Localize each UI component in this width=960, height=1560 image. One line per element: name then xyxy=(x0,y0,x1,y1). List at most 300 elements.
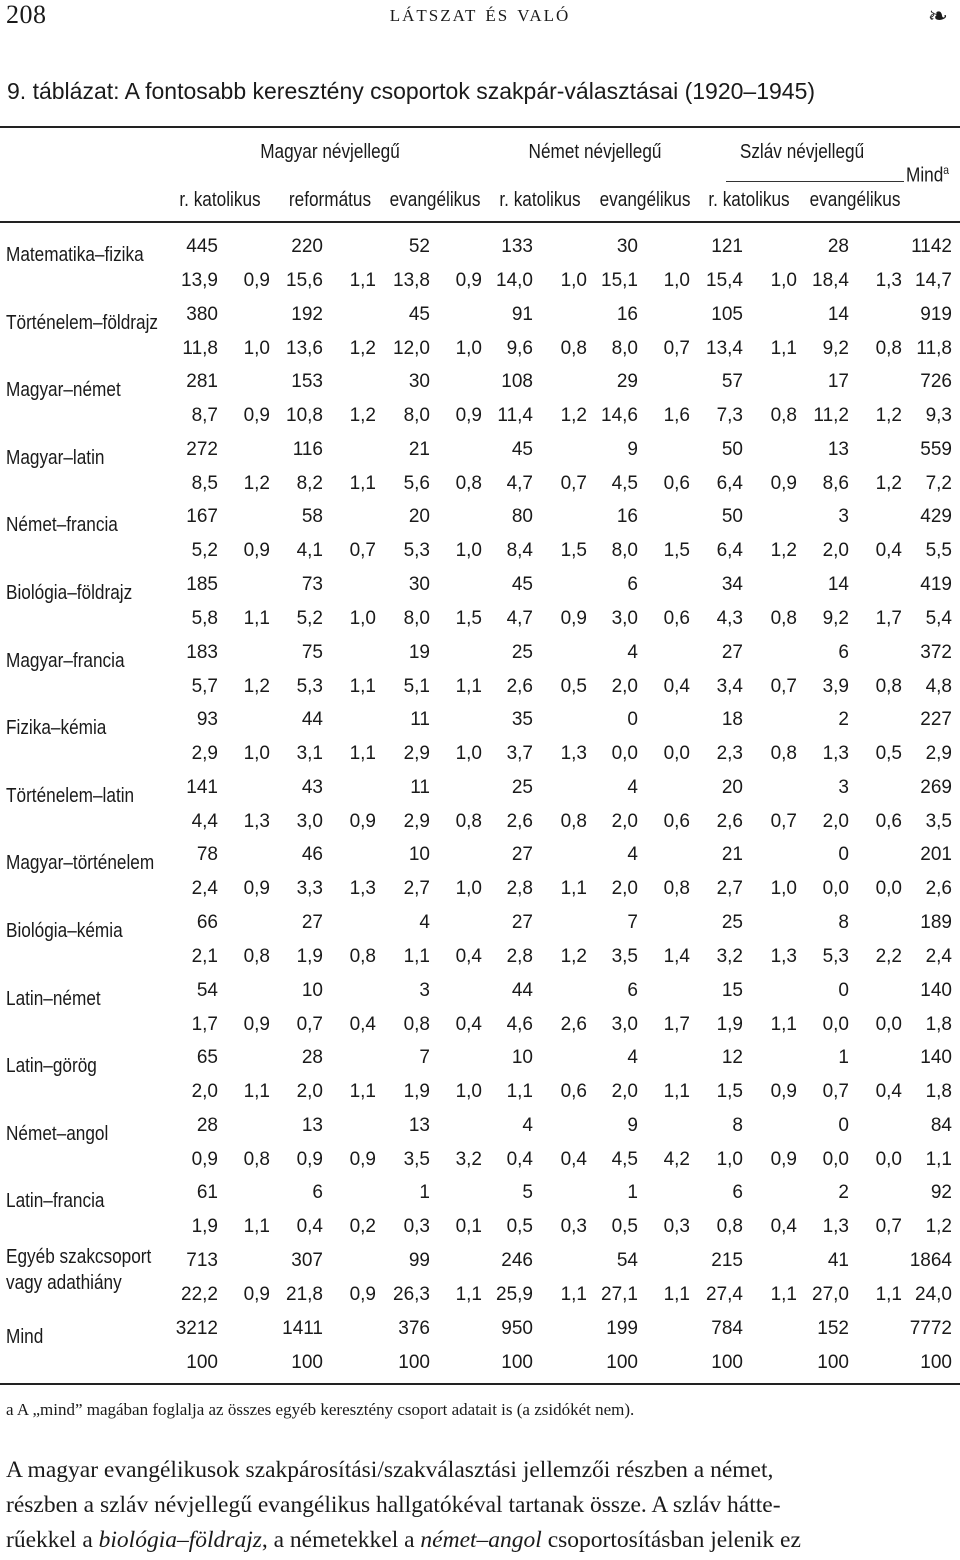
count-cell: 4 xyxy=(522,1114,533,1136)
percent-cell: 5,6 xyxy=(403,472,430,494)
percent-cell: 0,9 xyxy=(455,405,482,427)
count-cell: 246 xyxy=(501,1250,533,1271)
count-cell: 9 xyxy=(627,438,638,460)
count-cell: 919 xyxy=(920,303,952,325)
count-cell: 726 xyxy=(920,371,952,393)
percent-cell: 4,2 xyxy=(663,1148,690,1170)
percent-cell: 1,2 xyxy=(770,540,797,562)
body-text-run: csoportosításban jelenik ez xyxy=(541,1527,801,1553)
percent-cell: 1,1 xyxy=(663,1081,690,1103)
percent-cell: 3,5 xyxy=(925,810,952,832)
percent-cell: 1,5 xyxy=(560,540,587,562)
percent-cell: 13,4 xyxy=(706,337,743,359)
count-cell: 91 xyxy=(511,303,533,325)
percent-cell: 25,9 xyxy=(496,1284,533,1305)
percent-cell: 8,4 xyxy=(506,540,533,562)
percent-cell: 0,0 xyxy=(822,878,849,900)
percent-cell: 8,0 xyxy=(611,337,638,359)
count-cell: 93 xyxy=(196,709,218,731)
row-label xyxy=(6,850,154,876)
percent-cell: 0,4 xyxy=(455,1013,482,1035)
row-label xyxy=(6,1121,108,1147)
count-cell: 7772 xyxy=(909,1317,952,1339)
percent-cell: 0,0 xyxy=(875,1013,902,1035)
count-cell: 11 xyxy=(410,776,430,798)
count-cell: 4 xyxy=(627,844,638,866)
row-label-line: Latin–német xyxy=(6,987,101,1010)
table-top-rule xyxy=(0,126,960,128)
percent-cell: 4,8 xyxy=(925,675,952,697)
count-cell: 27 xyxy=(511,844,533,866)
percent-cell: 3,1 xyxy=(296,743,323,765)
percent-cell: 1,2 xyxy=(243,675,270,697)
percent-cell: 1,0 xyxy=(716,1148,743,1170)
count-cell: 52 xyxy=(408,236,430,257)
percent-cell: 1,7 xyxy=(191,1013,218,1035)
row-label xyxy=(6,1244,151,1296)
percent-cell: 2,0 xyxy=(296,1081,323,1103)
count-cell: 50 xyxy=(721,506,743,528)
row-label xyxy=(6,1053,97,1079)
count-cell: 65 xyxy=(196,1047,218,1069)
percent-cell: 0,8 xyxy=(716,1216,743,1238)
count-cell: 7 xyxy=(419,1047,430,1069)
count-cell: 6 xyxy=(732,1182,743,1204)
percent-cell: 100 xyxy=(711,1351,743,1373)
percent-cell: 1,0 xyxy=(770,270,797,291)
percent-cell: 0,5 xyxy=(506,1216,533,1238)
count-cell: 80 xyxy=(511,506,533,528)
count-cell: 4 xyxy=(627,641,638,663)
row-label xyxy=(6,377,121,403)
count-cell: 45 xyxy=(408,303,430,325)
percent-cell: 3,5 xyxy=(611,946,638,967)
percent-cell: 5,3 xyxy=(822,946,849,967)
percent-cell: 1,1 xyxy=(770,1013,797,1035)
row-label xyxy=(6,242,144,268)
percent-cell: 0,9 xyxy=(455,270,482,291)
count-cell: 116 xyxy=(292,438,323,460)
percent-cell: 13,9 xyxy=(181,270,218,291)
count-cell: 58 xyxy=(301,506,323,528)
percent-cell: 1,1 xyxy=(243,1216,270,1238)
percent-cell: 1,1 xyxy=(349,472,376,494)
percent-cell: 4,7 xyxy=(506,608,533,629)
percent-cell: 0,5 xyxy=(560,675,587,697)
percent-cell: 0,1 xyxy=(455,1216,482,1238)
percent-cell: 9,2 xyxy=(822,337,849,359)
percent-cell: 2,7 xyxy=(403,878,430,900)
percent-cell: 0,8 xyxy=(875,337,902,359)
count-cell: 44 xyxy=(301,709,323,731)
percent-cell: 0,8 xyxy=(560,337,587,359)
percent-cell: 1,0 xyxy=(243,337,270,359)
count-cell: 133 xyxy=(501,236,533,257)
percent-cell: 2,0 xyxy=(191,1081,218,1103)
count-cell: 269 xyxy=(920,776,952,798)
percent-cell: 0,9 xyxy=(243,540,270,562)
percent-cell: 0,8 xyxy=(403,1013,430,1035)
count-cell: 28 xyxy=(827,236,849,257)
percent-cell: 11,2 xyxy=(813,405,849,427)
percent-cell: 14,6 xyxy=(601,405,638,427)
percent-cell: 3,4 xyxy=(716,675,743,697)
percent-cell: 1,1 xyxy=(403,946,430,967)
row-label-line: Egyéb szakcsoport xyxy=(6,1246,152,1268)
total-label: Mind xyxy=(906,164,944,187)
count-cell: 20 xyxy=(408,506,430,528)
percent-cell: 8,7 xyxy=(191,405,218,427)
percent-cell: 3,0 xyxy=(611,1013,638,1035)
count-cell: 73 xyxy=(301,574,323,595)
percent-cell: 1,1 xyxy=(243,608,270,629)
count-cell: 3 xyxy=(838,506,849,528)
total-footnote-mark: a xyxy=(943,163,950,177)
count-cell: 14 xyxy=(827,303,849,325)
count-cell: 6 xyxy=(838,641,849,663)
row-label-line: Magyar–történelem xyxy=(6,852,155,875)
percent-cell: 4,4 xyxy=(191,810,218,832)
count-cell: 50 xyxy=(721,438,743,460)
count-cell: 152 xyxy=(817,1317,849,1339)
count-cell: 78 xyxy=(196,844,218,866)
percent-cell: 2,4 xyxy=(925,946,952,967)
percent-cell: 0,9 xyxy=(243,1013,270,1035)
row-label xyxy=(6,918,123,944)
percent-cell: 0,7 xyxy=(822,1081,849,1103)
percent-cell: 1,3 xyxy=(770,946,797,967)
percent-cell: 100 xyxy=(501,1351,533,1373)
count-cell: 183 xyxy=(186,641,218,663)
percent-cell: 1,1 xyxy=(455,1284,482,1305)
percent-cell: 1,7 xyxy=(875,608,902,629)
percent-cell: 1,7 xyxy=(663,1013,690,1035)
percent-cell: 1,0 xyxy=(455,540,482,562)
row-label-line: Latin–francia xyxy=(6,1190,105,1213)
percent-cell: 2,0 xyxy=(822,810,849,832)
percent-cell: 7,2 xyxy=(925,472,952,494)
percent-cell: 2,8 xyxy=(506,946,533,967)
count-cell: 19 xyxy=(408,641,430,663)
percent-cell: 1,5 xyxy=(716,1081,743,1103)
percent-cell: 0,6 xyxy=(663,608,690,629)
percent-cell: 5,1 xyxy=(403,675,430,697)
percent-cell: 0,0 xyxy=(875,878,902,900)
percent-cell: 0,6 xyxy=(875,810,902,832)
body-paragraph-line: A magyar evangélikusok szakpárosítási/szakválasztási jellemzői részben a német, xyxy=(6,1457,774,1483)
percent-cell: 0,3 xyxy=(560,1216,587,1238)
percent-cell: 8,5 xyxy=(191,472,218,494)
percent-cell: 0,6 xyxy=(560,1081,587,1103)
subcolumn-header: evangélikus xyxy=(809,189,901,211)
table-bottom-rule xyxy=(0,1383,960,1385)
percent-cell: 1,3 xyxy=(822,1216,849,1238)
percent-cell: 0,8 xyxy=(243,946,270,967)
count-cell: 220 xyxy=(291,236,323,257)
percent-cell: 10,8 xyxy=(286,405,323,427)
count-cell: 35 xyxy=(511,709,533,731)
count-cell: 5 xyxy=(522,1182,533,1204)
percent-cell: 4,3 xyxy=(716,608,743,629)
row-label-line: Matematika–fizika xyxy=(6,244,144,266)
percent-cell: 2,9 xyxy=(403,810,430,832)
count-cell: 419 xyxy=(920,574,952,595)
percent-cell: 0,3 xyxy=(403,1216,430,1238)
count-cell: 25 xyxy=(511,641,533,663)
count-cell: 445 xyxy=(186,236,218,257)
percent-cell: 2,0 xyxy=(822,540,849,562)
count-cell: 13 xyxy=(408,1114,430,1136)
percent-cell: 1,6 xyxy=(663,405,690,427)
percent-cell: 0,9 xyxy=(349,1284,376,1305)
count-cell: 215 xyxy=(711,1250,743,1271)
percent-cell: 1,9 xyxy=(191,1216,218,1238)
count-cell: 21 xyxy=(408,438,430,460)
count-cell: 15 xyxy=(721,979,743,1001)
percent-cell: 0,4 xyxy=(560,1148,587,1170)
count-cell: 25 xyxy=(721,912,743,933)
count-cell: 141 xyxy=(186,776,218,798)
percent-cell: 100 xyxy=(920,1351,952,1373)
percent-cell: 3,2 xyxy=(716,946,743,967)
row-label-line: Magyar–latin xyxy=(6,446,105,469)
percent-cell: 4,5 xyxy=(611,1148,638,1170)
percent-cell: 2,0 xyxy=(611,1081,638,1103)
count-cell: 372 xyxy=(920,641,952,663)
percent-cell: 8,6 xyxy=(822,472,849,494)
row-label-line: vagy adathiány xyxy=(6,1272,122,1294)
count-cell: 11 xyxy=(410,709,430,731)
count-cell: 75 xyxy=(301,641,323,663)
percent-cell: 0,4 xyxy=(506,1148,533,1170)
count-cell: 10 xyxy=(511,1047,533,1069)
count-cell: 153 xyxy=(291,371,323,393)
percent-cell: 27,0 xyxy=(812,1284,849,1305)
percent-cell: 15,1 xyxy=(601,270,638,291)
percent-cell: 1,3 xyxy=(243,810,270,832)
count-cell: 0 xyxy=(838,844,849,866)
percent-cell: 1,1 xyxy=(770,1284,797,1305)
percent-cell: 1,9 xyxy=(403,1081,430,1103)
ornament-icon: ❧ xyxy=(927,4,948,30)
count-cell: 189 xyxy=(920,912,952,933)
percent-cell: 100 xyxy=(398,1351,430,1373)
count-cell: 201 xyxy=(920,844,952,866)
count-cell: 20 xyxy=(721,776,743,798)
percent-cell: 1,1 xyxy=(349,270,376,291)
percent-cell: 1,0 xyxy=(243,743,270,765)
percent-cell: 8,0 xyxy=(403,405,430,427)
count-cell: 2 xyxy=(838,1182,849,1204)
header-connector-line xyxy=(726,181,904,182)
percent-cell: 9,3 xyxy=(925,405,952,427)
count-cell: 12 xyxy=(721,1047,743,1069)
percent-cell: 0,6 xyxy=(663,472,690,494)
group-header-szlav: Szláv névjellegű xyxy=(739,141,865,163)
percent-cell: 2,6 xyxy=(716,810,743,832)
count-cell: 1411 xyxy=(282,1317,323,1339)
percent-cell: 15,4 xyxy=(706,270,743,291)
count-cell: 199 xyxy=(606,1317,638,1339)
count-cell: 140 xyxy=(920,1047,952,1069)
percent-cell: 2,6 xyxy=(506,675,533,697)
percent-cell: 0,2 xyxy=(349,1216,376,1238)
percent-cell: 0,8 xyxy=(243,1148,270,1170)
percent-cell: 0,0 xyxy=(822,1013,849,1035)
count-cell: 307 xyxy=(291,1250,323,1271)
count-cell: 21 xyxy=(721,844,743,866)
percent-cell: 0,7 xyxy=(875,1216,902,1238)
percent-cell: 1,1 xyxy=(349,743,376,765)
percent-cell: 3,9 xyxy=(822,675,849,697)
count-cell: 713 xyxy=(186,1250,218,1271)
percent-cell: 11,4 xyxy=(497,405,533,427)
percent-cell: 8,0 xyxy=(403,608,430,629)
percent-cell: 0,9 xyxy=(770,472,797,494)
row-label xyxy=(6,310,158,336)
count-cell: 380 xyxy=(186,303,218,325)
count-cell: 7 xyxy=(627,912,638,933)
body-text-italic: biológia–földrajz xyxy=(98,1527,262,1553)
percent-cell: 0,9 xyxy=(243,405,270,427)
percent-cell: 14,7 xyxy=(915,270,952,291)
table-title: 9. táblázat: A fontosabb keresztény csoportok szakpár-választásai (1920–1945) xyxy=(7,78,816,104)
count-cell: 99 xyxy=(408,1250,430,1271)
percent-cell: 14,0 xyxy=(496,270,533,291)
percent-cell: 0,0 xyxy=(822,1148,849,1170)
count-cell: 1864 xyxy=(909,1250,952,1271)
count-cell: 92 xyxy=(930,1182,952,1204)
subcolumn-header: r. katolikus xyxy=(179,189,261,211)
percent-cell: 5,5 xyxy=(925,540,952,562)
percent-cell: 0,9 xyxy=(243,270,270,291)
percent-cell: 0,7 xyxy=(770,810,797,832)
count-cell: 66 xyxy=(196,912,218,933)
percent-cell: 2,9 xyxy=(925,743,952,765)
percent-cell: 2,2 xyxy=(875,946,902,967)
percent-cell: 6,4 xyxy=(716,540,743,562)
percent-cell: 11,8 xyxy=(916,337,952,359)
percent-cell: 8,0 xyxy=(611,540,638,562)
count-cell: 281 xyxy=(186,371,218,393)
percent-cell: 0,8 xyxy=(455,472,482,494)
count-cell: 8 xyxy=(838,912,849,933)
count-cell: 54 xyxy=(196,979,218,1001)
percent-cell: 100 xyxy=(606,1351,638,1373)
table-header-rule xyxy=(0,221,960,223)
percent-cell: 1,0 xyxy=(455,743,482,765)
row-label xyxy=(6,512,118,538)
row-label-line: Biológia–kémia xyxy=(6,920,123,942)
percent-cell: 1,3 xyxy=(349,878,376,900)
count-cell: 1142 xyxy=(911,236,952,257)
count-cell: 30 xyxy=(408,574,430,595)
group-header-nemet: Német névjellegű xyxy=(528,141,662,163)
count-cell: 784 xyxy=(711,1317,743,1339)
percent-cell: 2,1 xyxy=(191,946,218,967)
percent-cell: 6,4 xyxy=(716,472,743,494)
total-column-header xyxy=(906,163,949,188)
percent-cell: 3,0 xyxy=(296,810,323,832)
percent-cell: 1,5 xyxy=(455,608,482,629)
body-text-run: rűekkel a xyxy=(6,1527,99,1553)
percent-cell: 0,9 xyxy=(770,1148,797,1170)
percent-cell: 0,4 xyxy=(663,675,690,697)
count-cell: 28 xyxy=(301,1047,323,1069)
count-cell: 10 xyxy=(408,844,430,866)
count-cell: 16 xyxy=(616,506,638,528)
percent-cell: 0,4 xyxy=(455,946,482,967)
percent-cell: 0,9 xyxy=(243,878,270,900)
percent-cell: 9,6 xyxy=(506,337,533,359)
count-cell: 0 xyxy=(627,709,638,731)
row-label xyxy=(6,580,132,606)
percent-cell: 1,0 xyxy=(770,878,797,900)
percent-cell: 0,7 xyxy=(349,540,376,562)
count-cell: 376 xyxy=(398,1317,430,1339)
percent-cell: 0,9 xyxy=(191,1148,218,1170)
percent-cell: 0,8 xyxy=(875,675,902,697)
percent-cell: 21,8 xyxy=(286,1284,323,1305)
percent-cell: 3,3 xyxy=(296,878,323,900)
percent-cell: 3,5 xyxy=(403,1148,430,1170)
percent-cell: 1,0 xyxy=(455,878,482,900)
percent-cell: 2,4 xyxy=(191,878,218,900)
row-label-line: Történelem–latin xyxy=(6,784,135,807)
percent-cell: 1,9 xyxy=(716,1013,743,1035)
row-label-line: Történelem–földrajz xyxy=(6,311,159,334)
count-cell: 43 xyxy=(301,776,323,798)
percent-cell: 1,8 xyxy=(925,1081,952,1103)
percent-cell: 13,8 xyxy=(393,270,430,291)
percent-cell: 1,1 xyxy=(506,1081,533,1103)
count-cell: 45 xyxy=(511,438,533,460)
body-paragraph-line xyxy=(6,1527,956,1554)
percent-cell: 0,7 xyxy=(770,675,797,697)
count-cell: 3212 xyxy=(175,1317,218,1339)
percent-cell: 1,1 xyxy=(560,878,587,900)
row-label-line: Magyar–francia xyxy=(6,649,125,672)
percent-cell: 1,0 xyxy=(349,608,376,629)
count-cell: 105 xyxy=(711,303,743,325)
row-label xyxy=(6,783,134,809)
count-cell: 13 xyxy=(301,1114,323,1136)
count-cell: 8 xyxy=(732,1114,743,1136)
percent-cell: 2,0 xyxy=(611,675,638,697)
percent-cell: 15,6 xyxy=(286,270,323,291)
subcolumn-header: evangélikus xyxy=(599,189,691,211)
percent-cell: 5,8 xyxy=(191,608,218,629)
count-cell: 27 xyxy=(721,641,743,663)
group-header-magyar: Magyar névjellegű xyxy=(260,141,400,163)
row-label-line: Fizika–kémia xyxy=(6,717,107,740)
count-cell: 30 xyxy=(616,236,638,257)
percent-cell: 3,7 xyxy=(506,743,533,765)
percent-cell: 18,4 xyxy=(812,270,849,291)
percent-cell: 26,3 xyxy=(393,1284,430,1305)
percent-cell: 2,8 xyxy=(506,878,533,900)
count-cell: 192 xyxy=(291,303,323,325)
percent-cell: 2,6 xyxy=(560,1013,587,1035)
row-label xyxy=(6,1188,104,1214)
percent-cell: 9,2 xyxy=(822,608,849,629)
percent-cell: 1,0 xyxy=(455,337,482,359)
count-cell: 950 xyxy=(501,1317,533,1339)
count-cell: 108 xyxy=(501,371,533,393)
percent-cell: 2,0 xyxy=(611,810,638,832)
percent-cell: 0,4 xyxy=(875,540,902,562)
row-label-line: Magyar–német xyxy=(6,379,121,402)
